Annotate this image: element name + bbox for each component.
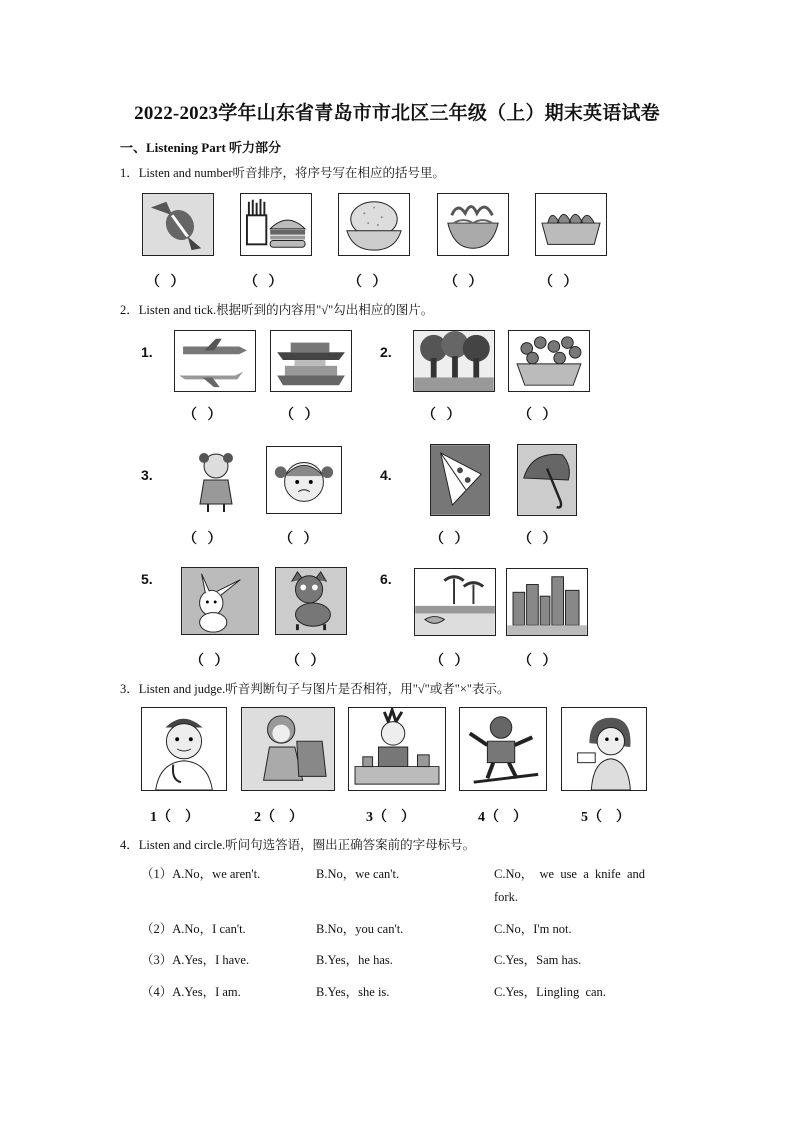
q2-group-number: 3. [141,467,153,483]
q3-answer-label[interactable]: 3（ ） [366,810,415,825]
q2-answer-blank[interactable]: （ ） [183,532,222,547]
city-picture [506,568,588,636]
trees-picture [413,330,495,392]
q4-option-a[interactable]: （3）A.Yes，I have. [141,953,250,967]
q2-answer-blank[interactable]: （ ） [430,532,469,547]
q2-answer-blank[interactable]: （ ） [286,654,325,669]
q2-group-number: 6. [380,571,392,587]
q3-answer-label[interactable]: 4（ ） [478,810,527,825]
rabbit-picture [181,567,259,635]
q2-answer-blank[interactable]: （ ） [279,532,318,547]
q4-option-a[interactable]: （4）A.Yes，I am. [141,985,241,999]
q2-answer-blank[interactable]: （ ） [430,654,469,669]
girl-dress-picture [241,707,335,791]
q2-answer-blank[interactable]: （ ） [190,654,229,669]
cat-picture [275,567,347,635]
q1-answer-blank[interactable]: （ ） [539,275,578,290]
q2-answer-blank[interactable]: （ ） [422,408,461,423]
q2-answer-blank[interactable]: （ ） [518,408,557,423]
q4-option-c[interactable]: C.No，I'm not. [494,922,572,936]
q3-answer-label[interactable]: 2（ ） [254,810,303,825]
girl-face-picture [266,446,342,514]
q2-answer-blank[interactable]: （ ） [518,532,557,547]
q4-option-a[interactable]: （2）A.No，I can't. [141,922,246,936]
q1-answer-blank[interactable]: （ ） [348,275,387,290]
q4-option-b[interactable]: B.Yes，he has. [316,953,393,967]
noodles-picture [437,193,509,256]
rice-bowl-picture [338,193,410,256]
page-title: 2022-2023学年山东省青岛市市北区三年级（上）期末英语试卷 [134,103,660,124]
q2-answer-blank[interactable]: （ ） [183,408,222,423]
q4-option-c[interactable]: C.Yes，Sam has. [494,953,582,967]
q4-option-a[interactable]: （1）A.No，we aren't. [141,867,261,881]
q4-option-b[interactable]: B.No，you can't. [316,922,404,936]
umbrella-picture [517,444,577,516]
q3-answer-label[interactable]: 1（ ） [150,810,199,825]
girl-sick-picture [178,446,254,514]
boy-packing-picture [348,707,446,791]
q4-option-b[interactable]: B.Yes，she is. [316,985,390,999]
q4-option-c[interactable]: C.Yes，Lingling can. [494,985,606,999]
q2-group-number: 4. [380,467,392,483]
kite-picture [430,444,490,516]
q3-answer-label[interactable]: 5（ ） [581,810,630,825]
q1-answer-blank[interactable]: （ ） [444,275,483,290]
q4-option-c[interactable]: C.No， we use a knife and [494,867,646,881]
plane-picture [174,330,256,392]
boy-skating-picture [459,707,547,791]
q2-answer-blank[interactable]: （ ） [280,408,319,423]
candy-picture [142,193,214,256]
q2-group-number: 2. [380,344,392,360]
girl-eating-picture [561,707,647,791]
q2-answer-blank[interactable]: （ ） [518,654,557,669]
q3-instruction: 3．Listen and judge.听音判断句子与图片是否相符，用"√"或者"×"表示。 [120,682,510,696]
fries-burger-picture [240,193,312,256]
beach-picture [414,568,496,636]
q1-instruction: 1．Listen and number听音排序，将序号写在相应的括号里。 [120,166,445,180]
doctor-picture [141,707,227,791]
q1-answer-blank[interactable]: （ ） [146,275,185,290]
section-heading: 一、Listening Part 听力部分 [120,140,282,155]
q4-instruction: 4．Listen and circle.听问句选答语，圈出正确答案前的字母标号。 [120,838,476,852]
q4-option-b[interactable]: B.No，we can't. [316,867,400,881]
q2-group-number: 5. [141,571,153,587]
ship-picture [270,330,352,392]
q4-option-c-continued: fork. [494,890,518,904]
q2-group-number: 1. [141,344,153,360]
dumplings-picture [535,193,607,256]
flowers-picture [508,330,590,392]
q2-instruction: 2．Listen and tick.根据听到的内容用"√"勾出相应的图片。 [120,303,434,317]
q1-answer-blank[interactable]: （ ） [244,275,283,290]
